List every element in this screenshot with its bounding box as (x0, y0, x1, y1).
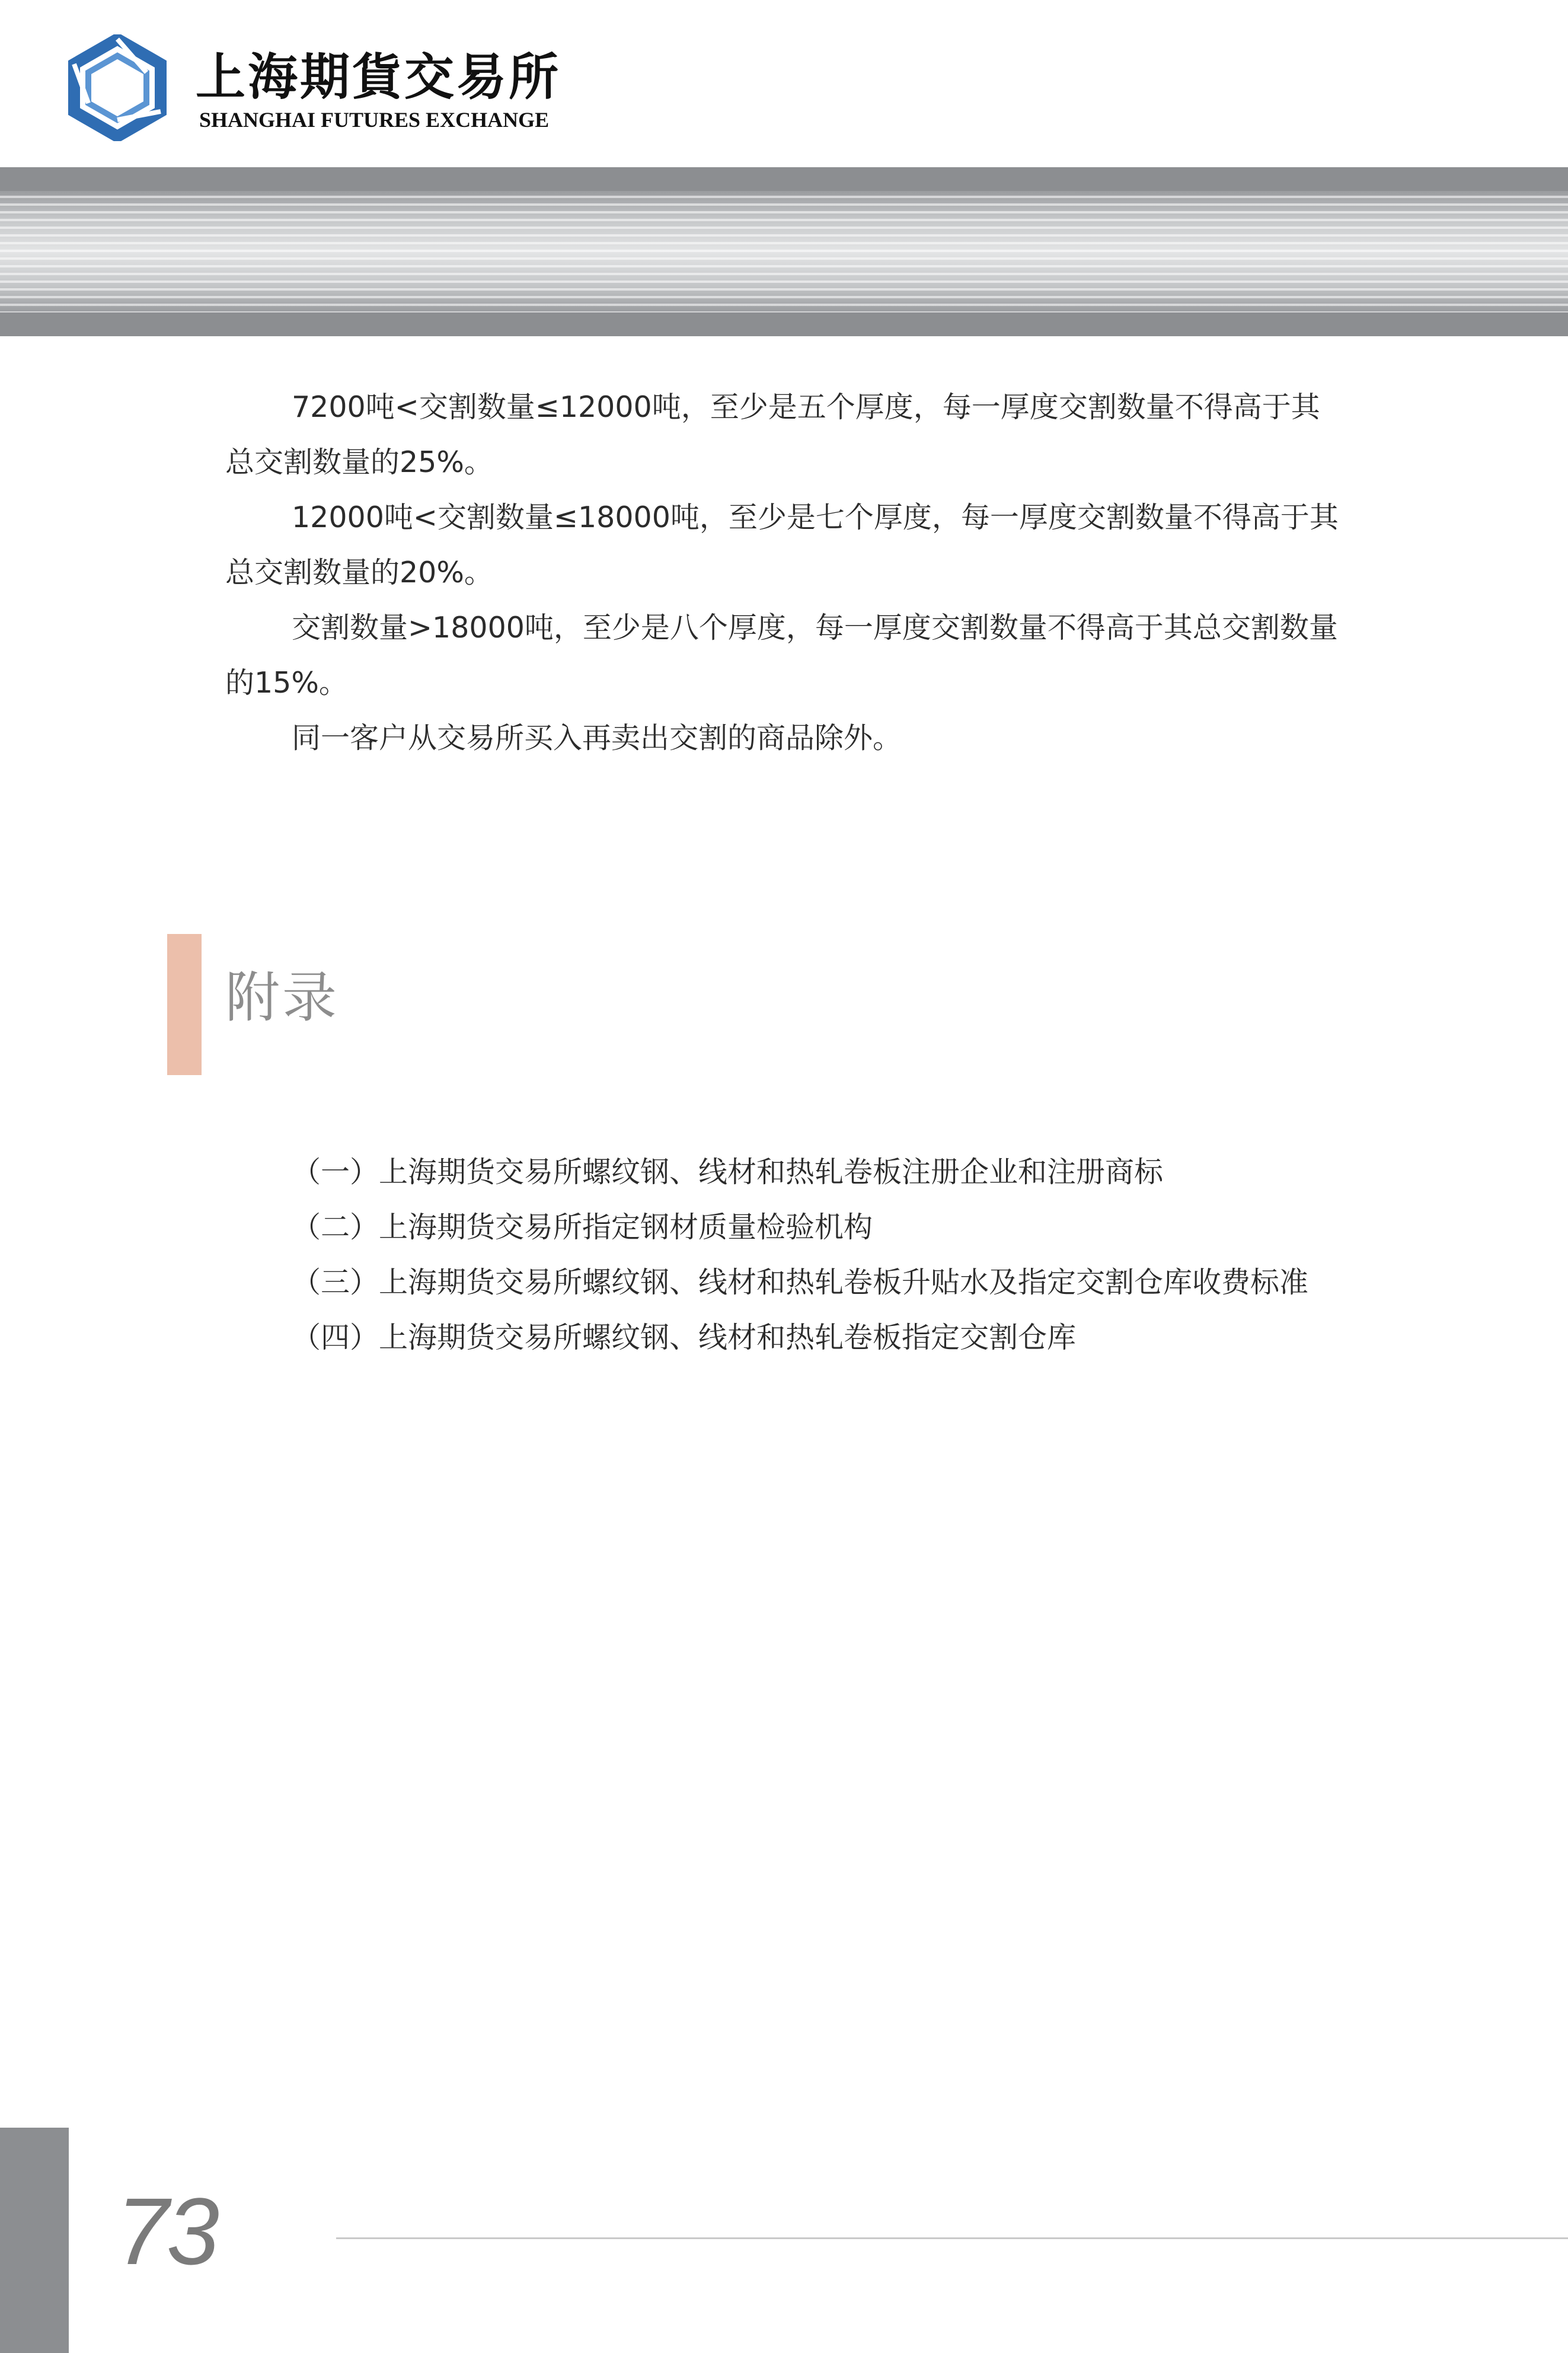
paragraph: 7200吨<交割数量≤12000吨，至少是五个厚度，每一厚度交割数量不得高于其总交割数量的25%。 (225, 390, 1320, 479)
paragraph: 交割数量>18000吨，至少是八个厚度，每一厚度交割数量不得高于其总交割数量的15%。 (225, 611, 1338, 700)
header-stripe-top (0, 167, 1568, 191)
exchange-name-en: SHANGHAI FUTURES EXCHANGE (199, 108, 550, 132)
appendix-item: （三）上海期货交易所螺纹钢、线材和热轧卷板升贴水及指定交割仓库收费标准 (292, 1265, 1309, 1299)
section-accent-bar (167, 934, 202, 1075)
exchange-name-cn: 上海期貨交易所 (196, 47, 561, 106)
paragraph: 同一客户从交易所买入再卖出交割的商品除外。 (292, 721, 902, 755)
body-text (225, 380, 1346, 766)
appendix-item: （四）上海期货交易所螺纹钢、线材和热轧卷板指定交割仓库 (292, 1321, 1077, 1354)
header-stripe-band (0, 167, 1568, 336)
appendix-item: （一）上海期货交易所螺纹钢、线材和热轧卷板注册企业和注册商标 (292, 1155, 1164, 1189)
header-stripe-bottom (0, 313, 1568, 336)
section-title: 附录 (225, 966, 340, 1029)
appendix-list (225, 1144, 1346, 1365)
page-number: 73 (116, 2178, 217, 2284)
hexagon-logo-icon (64, 34, 171, 141)
page-header (0, 0, 1568, 167)
page-corner-tab (0, 2128, 69, 2353)
appendix-item: （二）上海期货交易所指定钢材质量检验机构 (292, 1210, 873, 1244)
paragraph: 12000吨<交割数量≤18000吨，至少是七个厚度，每一厚度交割数量不得高于其总交割数量的20%。 (225, 500, 1339, 589)
footer-divider (336, 2237, 1568, 2239)
